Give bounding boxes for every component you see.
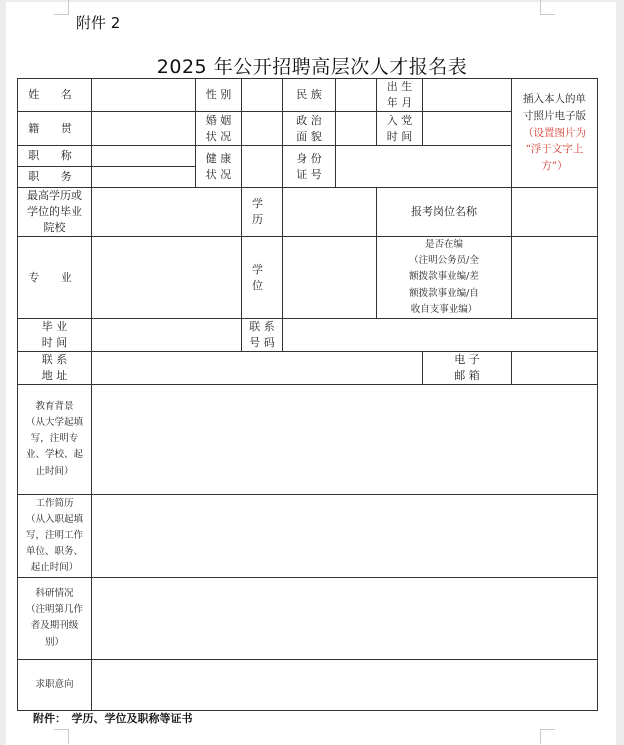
- political-status-label: 政 治 面 貌: [283, 112, 336, 146]
- crop-mark-bottom-left: [54, 729, 69, 744]
- education-background-field[interactable]: [92, 384, 598, 494]
- name-field[interactable]: [92, 79, 196, 112]
- position-label: 职 务: [28, 170, 81, 183]
- degree-field[interactable]: [283, 237, 377, 319]
- ethnicity-label: 民 族: [283, 79, 336, 112]
- health-status-label: 健 康 状 况: [196, 146, 242, 188]
- apply-post-label: 报考岗位名称: [377, 188, 512, 237]
- professional-title-label: 职 称: [18, 146, 91, 167]
- contact-address-field[interactable]: [92, 352, 423, 385]
- photo-area[interactable]: 插入本人的单 寸照片电子版 （设置图片为 “浮于文字上 方”）: [512, 79, 598, 188]
- title-position-labels: [18, 146, 92, 188]
- health-status-field[interactable]: [242, 146, 283, 188]
- apply-post-field[interactable]: [512, 188, 598, 237]
- party-join-date-field[interactable]: [423, 112, 512, 146]
- crop-mark-bottom-right: [540, 729, 555, 744]
- attachment-label: 附件 2: [76, 14, 121, 32]
- native-place-label: 籍 贯: [18, 112, 92, 146]
- graduate-school-field[interactable]: [92, 188, 242, 237]
- crop-mark-top-right: [540, 0, 555, 15]
- research-label: 科研情况 （注明第几作 者及期刊级 别）: [18, 577, 92, 659]
- major-field[interactable]: [92, 237, 242, 319]
- id-number-field[interactable]: [336, 146, 512, 188]
- degree-label: 学 位: [242, 237, 283, 319]
- party-join-date-label: 入 党 时 间: [377, 112, 423, 146]
- work-history-label: 工作简历 （从入职起填 写，注明工作 单位、职务、 起止时间）: [18, 494, 92, 577]
- name-label: 姓 名: [18, 79, 92, 112]
- job-intention-label: 求职意向: [18, 659, 92, 710]
- marital-status-label: 婚 姻 状 况: [196, 112, 242, 146]
- job-intention-field[interactable]: [92, 659, 598, 710]
- email-field[interactable]: [512, 352, 598, 385]
- research-field[interactable]: [92, 577, 598, 659]
- education-label: 学 历: [242, 188, 283, 237]
- professional-title-field[interactable]: [92, 146, 195, 167]
- staffing-status-label: 是否在编 （注明公务员/全 额拨款事业编/差 额拨款事业编/自 收自支事业编）: [377, 237, 512, 319]
- birth-label: 出 生 年 月: [377, 79, 423, 112]
- marital-status-field[interactable]: [242, 112, 283, 146]
- graduation-date-label: 毕 业 时 间: [18, 319, 92, 352]
- attachment-footnote: 附件： 学历、学位及职称等证书: [33, 712, 193, 725]
- birth-field[interactable]: [423, 79, 512, 112]
- native-place-field[interactable]: [92, 112, 196, 146]
- crop-mark-top-left: [54, 0, 69, 15]
- staffing-status-field[interactable]: [512, 237, 598, 319]
- gender-label: 性 别: [196, 79, 242, 112]
- work-history-field[interactable]: [92, 494, 598, 577]
- contact-phone-field[interactable]: [283, 319, 598, 352]
- political-status-field[interactable]: [336, 112, 377, 146]
- ethnicity-field[interactable]: [336, 79, 377, 112]
- education-field[interactable]: [283, 188, 377, 237]
- email-label: 电 子 邮 箱: [423, 352, 512, 385]
- contact-address-label: 联 系 地 址: [18, 352, 92, 385]
- graduate-school-label: 最高学历或 学位的毕业 院校: [18, 188, 92, 237]
- graduation-date-field[interactable]: [92, 319, 242, 352]
- registration-form-table: [17, 78, 598, 711]
- title-position-fields[interactable]: [92, 146, 196, 188]
- id-number-label: 身 份 证 号: [283, 146, 336, 188]
- contact-phone-label: 联 系 号 码: [242, 319, 283, 352]
- form-title: 2025 年公开招聘高层次人才报名表: [156, 56, 468, 78]
- education-background-label: 教育背景 （从大学起填 写，注明专 业、学校、起 止时间）: [18, 384, 92, 494]
- position-field[interactable]: [92, 167, 195, 187]
- gender-field[interactable]: [242, 79, 283, 112]
- major-label: 专 业: [18, 237, 92, 319]
